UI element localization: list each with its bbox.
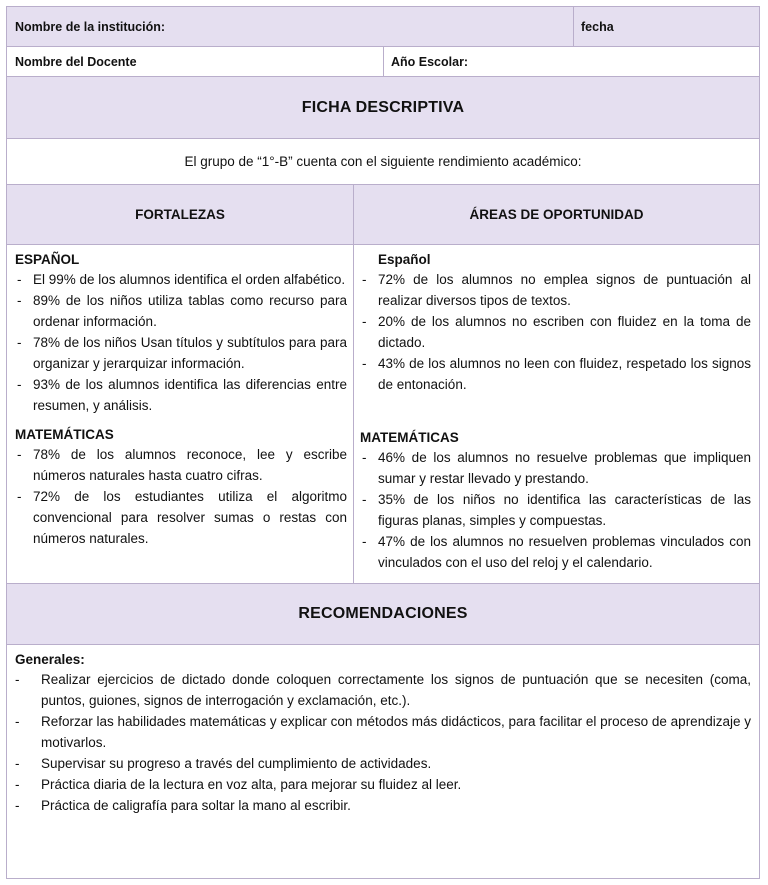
list-item: - El 99% de los alumnos identifica el orden alfabético. [15,269,347,290]
columns-header-row [7,185,759,245]
recomendaciones-list [13,669,751,816]
institution-label: Nombre de la institución: [15,19,166,34]
school-year-label: Año Escolar: [391,54,469,69]
list-item: - 72% de los alumnos no emplea signos de puntuación al realizar diversos tipos de textos. [360,269,751,311]
columns-content-row [7,245,759,584]
list-item: - 72% de los estudiantes utiliza el algoritmo convencional para resolver sumas o restas con números naturales. [15,486,347,549]
recomendaciones-content [7,645,759,878]
page-title: FICHA DESCRIPTIVA [301,98,465,116]
fortalezas-matematicas-list [15,444,347,549]
list-item: - 93% de los alumnos identifica las diferencias entre resumen, y análisis. [15,374,347,416]
list-item: - Supervisar su progreso a través del cumplimiento de actividades. [13,753,751,774]
title-row [7,77,759,139]
oportunidad-heading: ÁREAS DE OPORTUNIDAD [469,207,644,222]
oportunidad-header [354,185,759,244]
list-item: - 78% de los niños Usan títulos y subtítulos para para organizar y jerarquizar información. [15,332,347,374]
descriptive-sheet-table [6,6,760,879]
oportunidad-espanol-list [360,269,751,395]
list-item: - 89% de los niños utiliza tablas como recurso para ordenar información. [15,290,347,332]
intro-row [7,139,759,185]
teacher-row [7,47,759,77]
fortalezas-header [7,185,353,244]
list-item: - 20% de los alumnos no escriben con fluidez en la toma de dictado. [360,311,751,353]
teacher-label: Nombre del Docente [15,54,137,69]
list-item: - Reforzar las habilidades matemáticas y explicar con métodos más didácticos, para facilitar el proceso de aprendizaje y motivarlos. [13,711,751,753]
fortalezas-espanol-list [15,269,347,416]
list-item: - 43% de los alumnos no leen con fluidez, respetado los signos de entonación. [360,353,751,395]
oportunidad-column [354,245,759,583]
recomendaciones-header-row [7,584,759,645]
recomendaciones-heading: RECOMENDACIONES [298,605,468,622]
section-title: Español [378,252,431,267]
section-title: MATEMÁTICAS [15,427,114,442]
section-title: ESPAÑOL [15,252,80,267]
section-title: MATEMÁTICAS [360,430,459,445]
date-label: fecha [581,19,614,34]
list-item: - Práctica diaria de la lectura en voz alta, para mejorar su fluidez al leer. [13,774,751,795]
oportunidad-matematicas-list [360,447,751,573]
list-item: - 35% de los niños no identifica las características de las figuras planas, simples y compuestas. [360,489,751,531]
list-item: - Práctica de caligrafía para soltar la mano al escribir. [13,795,751,816]
list-item: - 47% de los alumnos no resuelven problemas vinculados con vinculados con el uso del reloj y el calendario. [360,531,751,573]
intro-text: El grupo de “1°-B” cuenta con el siguiente rendimiento académico: [184,154,582,169]
fortalezas-heading: FORTALEZAS [135,207,225,222]
fortalezas-column [7,245,353,583]
recomendaciones-subheading: Generales: [15,652,85,667]
institution-row [7,7,759,47]
list-item: - 78% de los alumnos reconoce, lee y escribe números naturales hasta cuatro cifras. [15,444,347,486]
list-item: - Realizar ejercicios de dictado donde coloquen correctamente los signos de puntuación que se necesiten (coma, puntos, guiones, signos de interrogación y exclamación, etc.). [13,669,751,711]
list-item: - 46% de los alumnos no resuelve problemas que impliquen sumar y restar llevado y prestando. [360,447,751,489]
